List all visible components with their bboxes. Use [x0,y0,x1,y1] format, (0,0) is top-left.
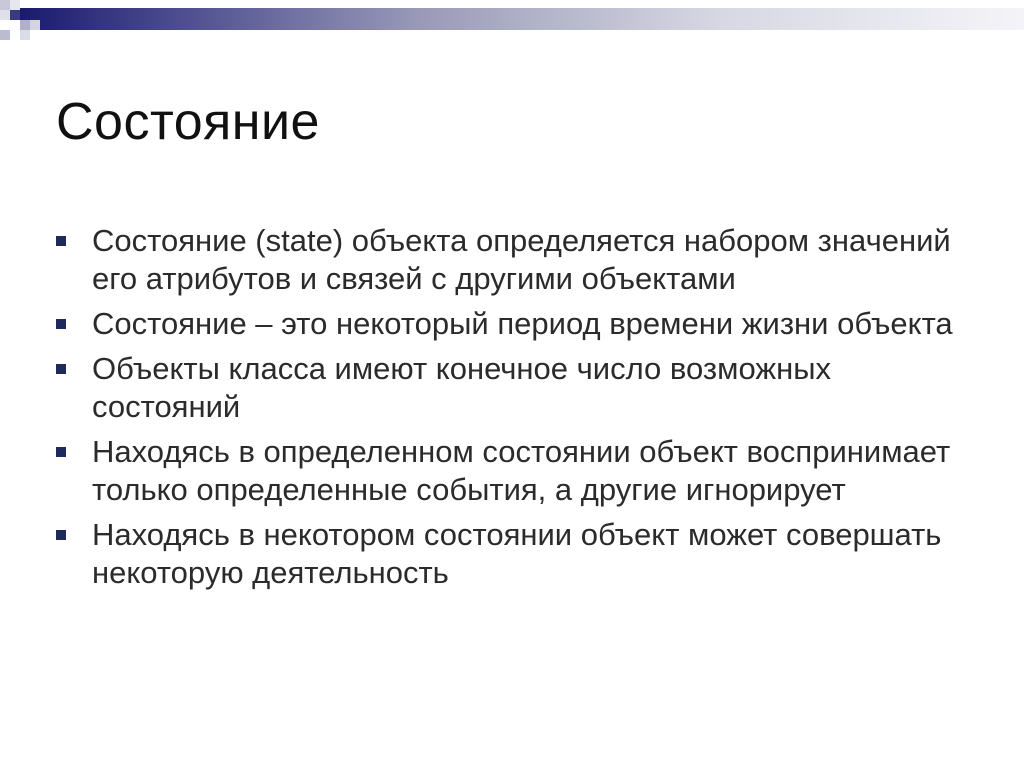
bullet-list [52,222,972,599]
decor-square [30,20,40,30]
decor-square [0,30,10,40]
decor-square [10,10,20,20]
decor-square [20,30,30,40]
bullet-item [52,516,972,592]
square-bullet-icon [56,236,66,246]
square-bullet-icon [56,530,66,540]
slide-title: Состояние [56,93,320,151]
bullet-item [52,433,972,509]
bullet-text: Состояние (state) объекта определяется набором значений его атрибутов и связей с другими объектами [92,223,951,296]
decor-square [0,0,10,10]
decor-square [0,10,10,20]
square-bullet-icon [56,364,66,374]
decor-square [10,0,20,10]
bullet-text: Находясь в некотором состоянии объект может совершать некоторую деятельность [92,517,942,590]
bullet-text: Состояние – это некоторый период времени жизни объекта [92,306,953,341]
bullet-item [52,350,972,426]
decor-square [20,20,30,30]
bullet-item [52,222,972,298]
bullet-item [52,305,972,343]
header-gradient-bar [20,8,1024,30]
bullet-text: Находясь в определенном состоянии объект воспринимает только определенные события, а другие игнорирует [92,434,951,507]
square-bullet-icon [56,447,66,457]
bullet-text: Объекты класса имеют конечное число возможных состояний [92,351,831,424]
square-bullet-icon [56,319,66,329]
header-decoration [0,0,1024,40]
